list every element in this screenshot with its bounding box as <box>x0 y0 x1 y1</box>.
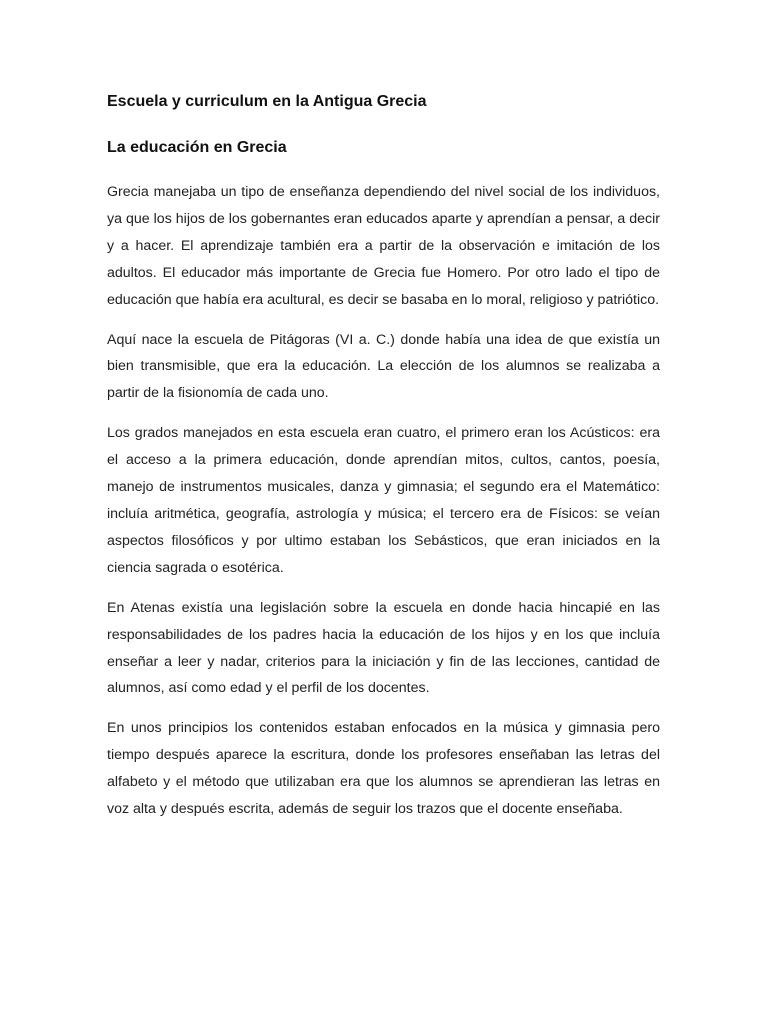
document-title: Escuela y curriculum en la Antigua Grecia <box>107 93 427 110</box>
document-body <box>107 88 660 836</box>
paragraph-intro: Grecia manejaba un tipo de enseñanza dependiendo del nivel social de los individuos, ya que los hijos de los gobernantes eran educados aparte y aprendían a pensar, a decir y a hacer. El aprendizaje también era a partir de la observación e imitación de los adultos. El educador más importante de Grecia fue Homero. Por otro lado el tipo de educación que había era acultural, es decir se basaba en lo moral, religioso y patriótico. <box>107 184 660 308</box>
paragraph-pitagoras: Aquí nace la escuela de Pitágoras (VI a. C.) donde había una idea de que existía un bien transmisible, que era la educación. La elección de los alumnos se realizaba a partir de la fisionomía de cada uno. <box>107 331 660 402</box>
paragraph-contenidos: En unos principios los contenidos estaban enfocados en la música y gimnasia pero tiempo después aparece la escritura, donde los profesores enseñaban las letras del alfabeto y el método que utilizaban era que los alumnos se aprendieran las letras en voz alta y después escrita, además de seguir los trazos que el docente enseñaba. <box>107 720 660 818</box>
paragraph-atenas: En Atenas existía una legislación sobre la escuela en donde hacia hincapié en las responsabilidades de los padres hacia la educación de los hijos y en los que incluía enseñar a leer y nadar, criterios para la iniciación y fin de las lecciones, cantidad de alumnos, así como edad y el perfil de los docentes. <box>107 599 660 697</box>
paragraph-grados: Los grados manejados en esta escuela eran cuatro, el primero eran los Acústicos: era el acceso a la primera educación, donde aprendían mitos, cultos, cantos, poesía, manejo de instrumentos musicales, danza y gimnasia; el segundo era el Matemático: incluía aritmética, geografía, astrología y música; el tercero era de Físicos: se veían aspectos filosóficos y por ultimo estaban los Sebásticos, que eran iniciados en la ciencia sagrada o esotérica. <box>107 425 660 576</box>
section-heading: La educación en Grecia <box>107 139 287 156</box>
